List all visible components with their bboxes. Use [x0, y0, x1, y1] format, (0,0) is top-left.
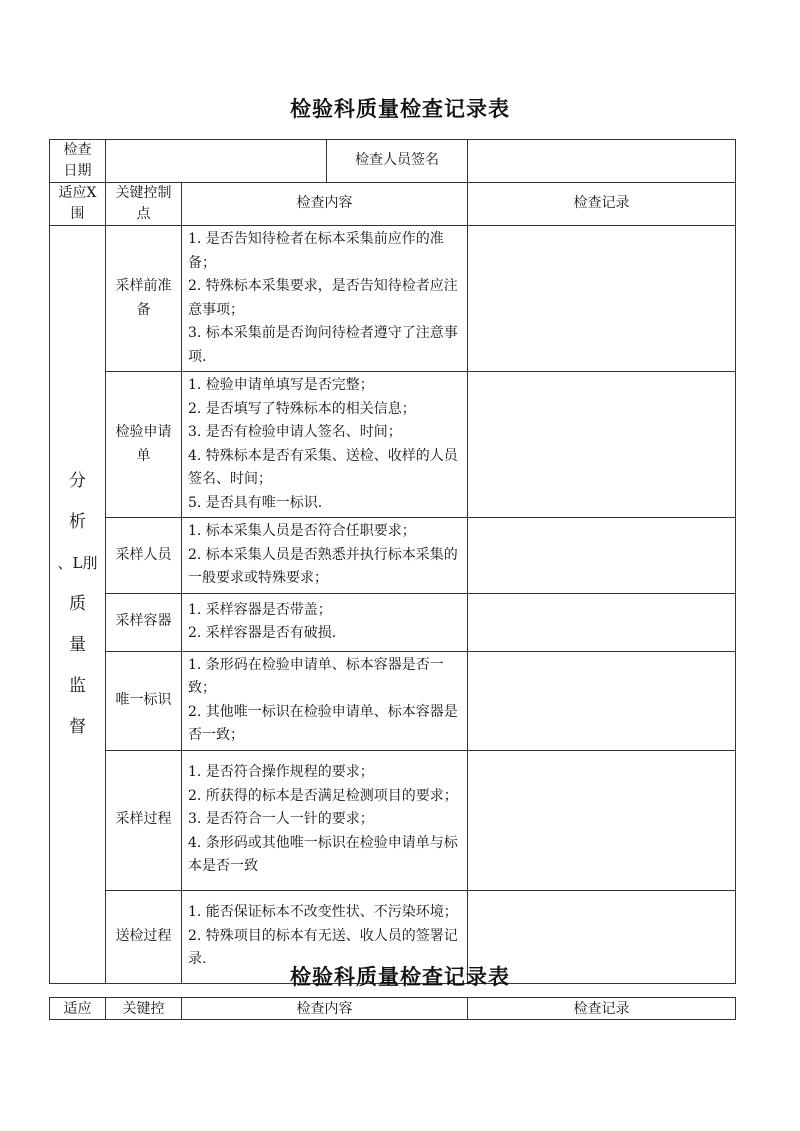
col-key-header: 关键控制点 [106, 183, 182, 226]
check-item: 2. 标本采集人员是否熟悉并执行标本采集的一般要求或特殊要求； [188, 546, 458, 586]
second-col-content: 检查内容 [182, 998, 468, 1020]
check-item: 4. 特殊标本是否有采集、送检、收样的人员签名、时间； [188, 447, 458, 487]
table-row [50, 518, 736, 594]
key-point: 唯一标识 [106, 651, 182, 750]
second-col-record: 检查记录 [468, 998, 736, 1020]
scope-cell [50, 226, 106, 984]
col-scope-label: 适应X围 [58, 185, 97, 222]
table-row [50, 226, 736, 372]
check-item: 1. 能否保证标本不改变性状、不污染环境； [188, 904, 458, 921]
col-content-header: 检查内容 [182, 183, 468, 226]
check-item: 2. 特殊项目的标本有无送、收人员的签署记录. [188, 927, 458, 968]
table-row [50, 593, 736, 651]
check-content [182, 226, 468, 372]
scope-char: 、L刖 [57, 553, 98, 572]
record-cell[interactable] [468, 518, 736, 594]
date-label: 检查日期 [50, 140, 106, 183]
key-point: 采样前准备 [106, 226, 182, 372]
second-col-key: 关键控 [106, 998, 182, 1020]
record-cell[interactable] [468, 226, 736, 372]
check-item: 5. 是否具有唯一标识. [188, 494, 323, 511]
table-row [50, 372, 736, 518]
check-item: 1. 标本采集人员是否符合任职要求； [188, 523, 416, 539]
check-item: 2. 其他唯一标识在检验申请单、标本容器是否一致； [188, 703, 458, 743]
second-page-title: 检验科质量检查记录表 [290, 965, 510, 989]
inspection-table [49, 139, 736, 984]
scope-char: 质 [69, 593, 86, 614]
check-content [182, 518, 468, 594]
check-content [182, 651, 468, 750]
check-item: 2. 采样容器是否有破损. [188, 625, 337, 641]
check-content [182, 372, 468, 518]
table-row [50, 750, 736, 890]
check-item: 3. 标本采集前是否询问待检者遵守了注意事项. [188, 325, 458, 365]
second-col-scope: 适应 [50, 998, 106, 1020]
rows-body [50, 226, 736, 984]
check-item: 1. 是否符合操作规程的要求； [188, 764, 374, 781]
key-point: 采样人员 [106, 518, 182, 594]
signer-label: 检查人员签名 [326, 140, 467, 182]
check-item: 2. 特殊标本采集要求，是否告知待检者应注意事项； [188, 278, 458, 318]
check-item: 2. 所获得的标本是否满足检测项目的要求； [188, 787, 458, 804]
check-item: 1. 条形码在检验申请单、标本容器是否一致； [188, 656, 444, 696]
scope-char: 分 [69, 470, 86, 491]
check-item: 1. 采样容器是否带盖； [188, 601, 332, 618]
key-point: 采样容器 [106, 593, 182, 651]
date-value-cell[interactable] [106, 140, 468, 183]
check-content [182, 750, 468, 890]
check-item: 1. 检验申请单填写是否完整； [188, 377, 374, 393]
record-cell[interactable] [468, 593, 736, 651]
signer-value-cell[interactable] [468, 140, 736, 183]
record-cell[interactable] [468, 750, 736, 890]
page-title: 检验科质量检查记录表 [290, 97, 510, 121]
check-item: 2. 是否填写了特殊标本的相关信息； [188, 400, 416, 417]
check-item: 4. 条形码或其他唯一标识在检验申请单与标本是否一致 [188, 834, 458, 875]
table-row [50, 651, 736, 750]
key-point: 检验申请单 [106, 372, 182, 518]
key-point: 送检过程 [106, 890, 182, 983]
scope-char: 析 [69, 511, 86, 532]
col-record-header: 检查记录 [468, 183, 736, 226]
record-cell[interactable] [468, 651, 736, 750]
check-item: 1. 是否告知待检者在标本采集前应作的准备； [188, 231, 444, 271]
check-content [182, 593, 468, 651]
record-cell[interactable] [468, 372, 736, 518]
check-item: 3. 是否符合一人一针的要求； [188, 811, 374, 828]
key-point: 采样过程 [106, 750, 182, 890]
scope-char: 督 [69, 716, 86, 737]
check-item: 3. 是否有检验申请人签名、时间； [188, 424, 402, 440]
second-table-header [49, 997, 736, 1020]
scope-char: 量 [69, 634, 86, 655]
scope-char: 监 [69, 675, 86, 696]
col-scope-header [50, 183, 106, 226]
